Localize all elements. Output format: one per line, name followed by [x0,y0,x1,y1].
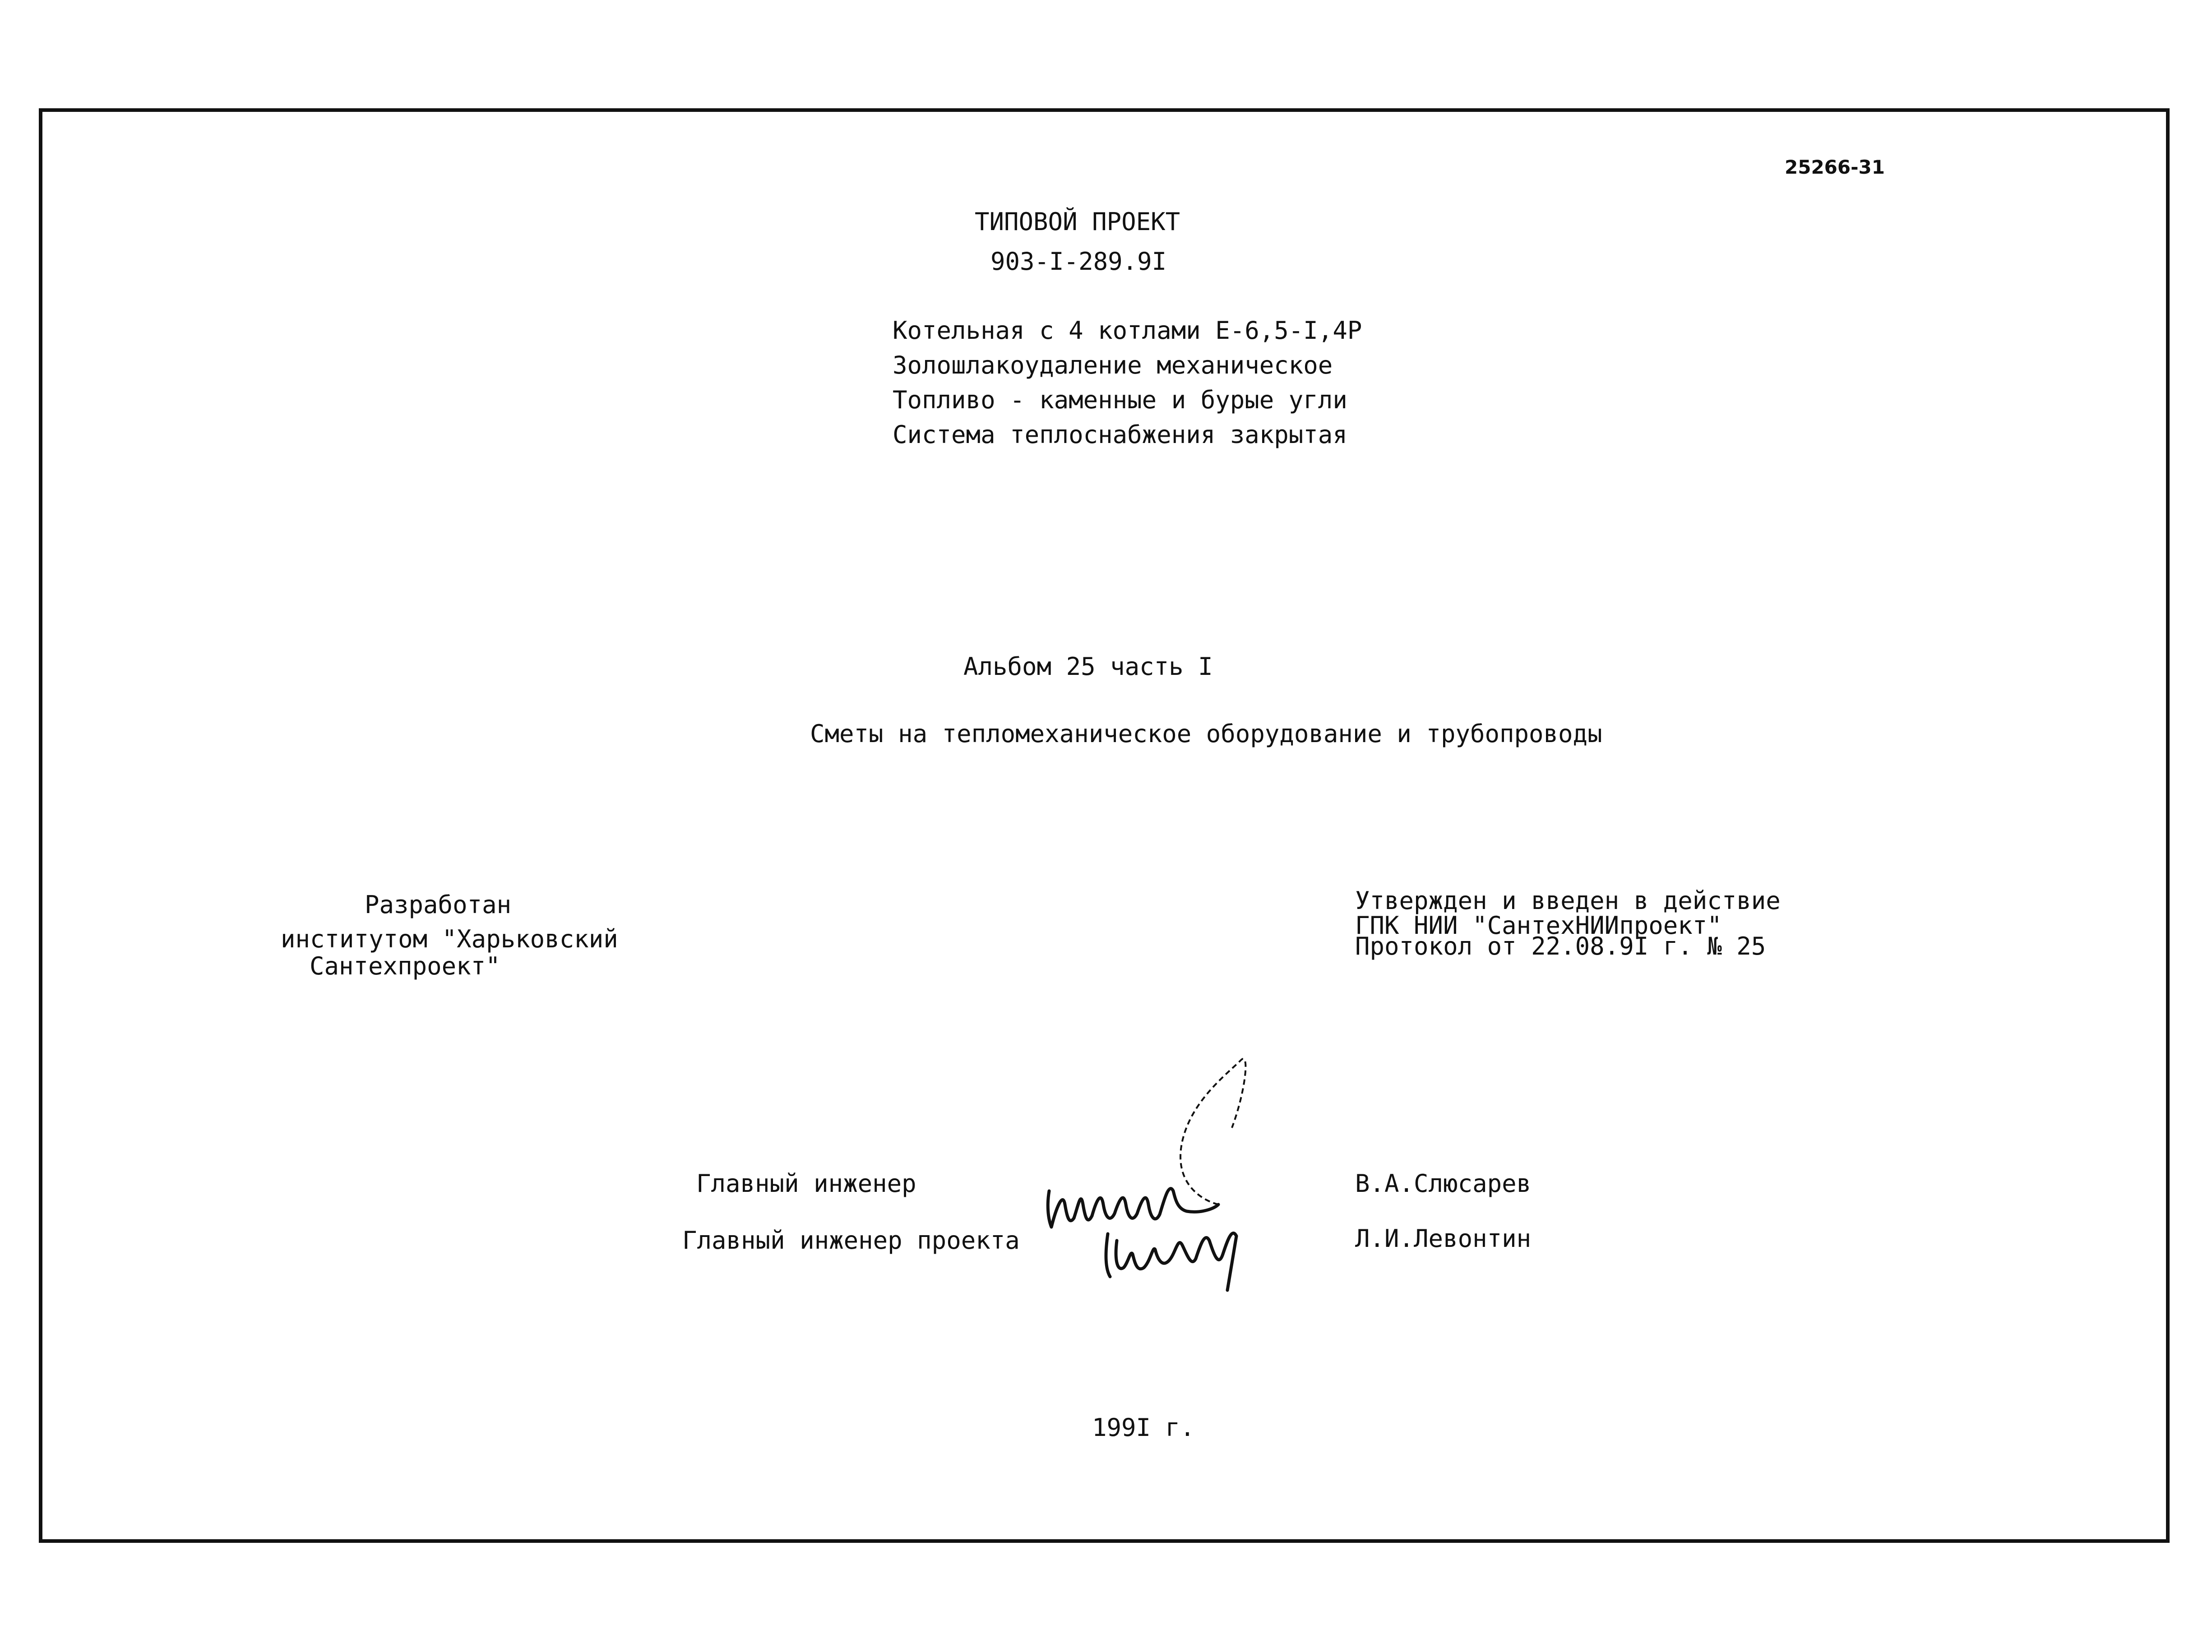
project-number: 903-I-289.9I [990,247,1167,276]
album-title: Альбом 25 часть I [963,652,1213,681]
approved-line-1: Утвержден и введен в действие [1355,886,1781,915]
chief-engineer-name: В.А.Слюсарев [1355,1169,1532,1198]
chief-project-engineer-title: Главный инженер проекта [682,1226,1020,1255]
description-line-3: Топливо - каменные и бурые угли [893,386,1347,414]
approved-line-2: ГПК НИИ "СантехНИИпроект" [1355,911,1722,940]
chief-project-engineer-name: Л.И.Левонтин [1355,1224,1532,1253]
description-line-2: Золошлакоудаление механическое [893,351,1333,379]
handwritten-signatures [1038,1056,1363,1308]
project-type-label: ТИПОВОЙ ПРОЕКТ [975,208,1180,236]
year: 199I г. [1092,1413,1195,1442]
approved-line-3: Протокол от 22.08.9I г. № 25 [1355,932,1766,960]
developed-line-1: Разработан [365,891,512,919]
document-code: 25266-31 [1785,156,1885,178]
description-line-4: Система теплоснабжения закрытая [893,420,1347,449]
chief-engineer-title: Главный инженер [696,1169,916,1198]
subject-title: Сметы на тепломеханическое оборудование и трубопроводы [810,720,1602,748]
developed-line-3: Сантехпроект" [310,952,500,980]
description-line-1: Котельная с 4 котлами Е-6,5-I,4Р [893,316,1362,345]
developed-line-2: институтом "Харьковский [281,925,618,953]
